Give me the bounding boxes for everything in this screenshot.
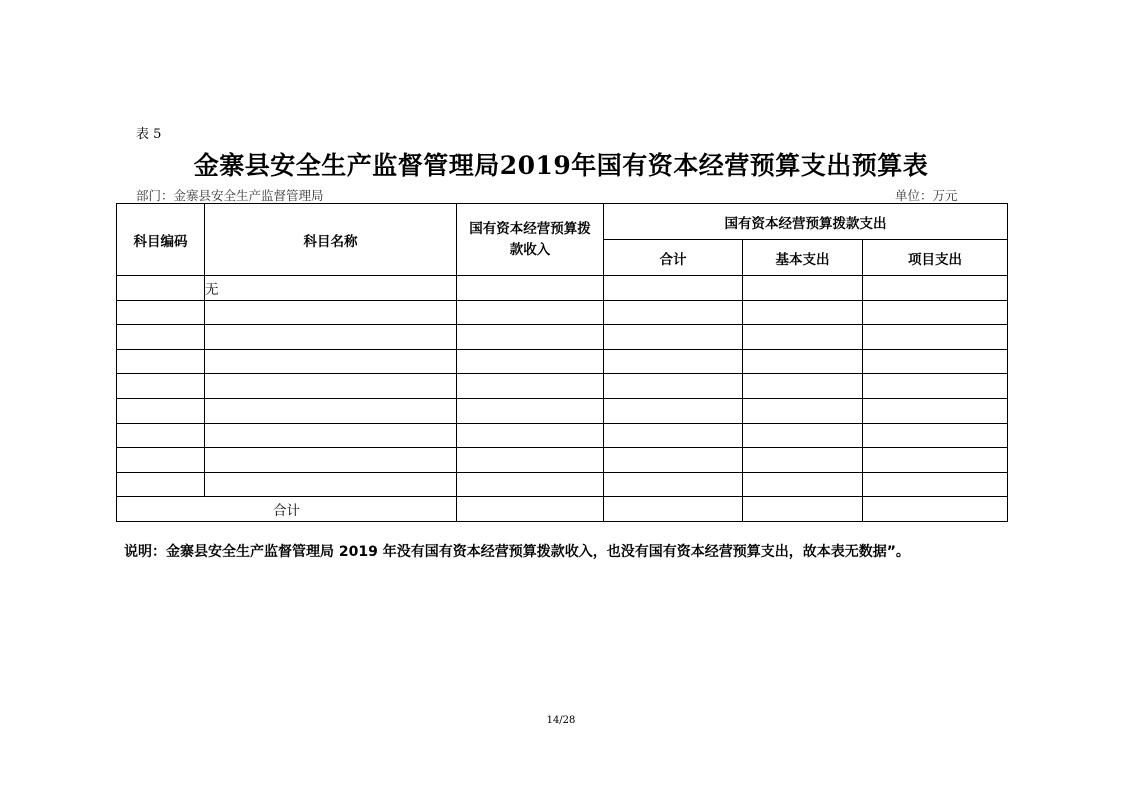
table-row (117, 448, 1008, 473)
cell-basic (743, 276, 863, 301)
table-number: 表 5 (136, 127, 162, 142)
cell-basic (743, 423, 863, 448)
cell-basic (743, 300, 863, 325)
cell-name (205, 374, 457, 399)
cell-basic (743, 349, 863, 374)
cell-basic (743, 472, 863, 497)
cell-code (117, 398, 205, 423)
cell-name (205, 398, 457, 423)
table-row (117, 300, 1008, 325)
cell-income (457, 472, 604, 497)
table-row (117, 374, 1008, 399)
cell-project (863, 398, 1008, 423)
cell-code (117, 349, 205, 374)
cell-code (117, 325, 205, 350)
cell-income (457, 423, 604, 448)
cell-project (863, 448, 1008, 473)
cell-project (863, 423, 1008, 448)
cell-total (604, 300, 743, 325)
cell-project (863, 472, 1008, 497)
cell-income (457, 374, 604, 399)
table-row (117, 325, 1008, 350)
cell-name (205, 349, 457, 374)
table-row (117, 423, 1008, 448)
cell-code (117, 300, 205, 325)
cell-basic (743, 398, 863, 423)
cell-income (457, 398, 604, 423)
department-label: 部门：金寨县安全生产监督管理局 (136, 188, 324, 203)
header-project: 项目支出 (863, 240, 1008, 276)
cell-name (205, 325, 457, 350)
header-expense-group: 国有资本经营预算拨款支出 (604, 204, 1008, 240)
cell-basic (743, 374, 863, 399)
header-subject-code: 科目编码 (117, 204, 205, 276)
cell-total (604, 423, 743, 448)
cell-name (205, 472, 457, 497)
cell-basic (743, 325, 863, 350)
cell-code (117, 276, 205, 301)
page-title: 金寨县安全生产监督管理局2019年国有资本经营预算支出预算表 (193, 151, 929, 180)
total-basic (743, 497, 863, 522)
cell-income (457, 325, 604, 350)
cell-project (863, 300, 1008, 325)
cell-project (863, 374, 1008, 399)
cell-total (604, 349, 743, 374)
cell-income (457, 300, 604, 325)
cell-project (863, 349, 1008, 374)
cell-total (604, 276, 743, 301)
header-total: 合计 (604, 240, 743, 276)
table-row (117, 349, 1008, 374)
explanation-note: 说明：金寨县安全生产监督管理局 2019 年没有国有资本经营预算拨款收入，也没有国有资本经营预算支出，故本表无数据”。 (124, 544, 910, 560)
header-income: 国有资本经营预算拨款收入 (457, 204, 604, 276)
cell-project (863, 276, 1008, 301)
cell-project (863, 325, 1008, 350)
cell-name (205, 423, 457, 448)
total-income (457, 497, 604, 522)
table-row (117, 276, 1008, 301)
cell-income (457, 349, 604, 374)
total-label: 合计 (117, 497, 457, 522)
cell-basic (743, 448, 863, 473)
cell-income (457, 448, 604, 473)
table-row (117, 472, 1008, 497)
cell-code (117, 472, 205, 497)
table-row (117, 398, 1008, 423)
budget-table (116, 203, 1008, 522)
cell-total (604, 448, 743, 473)
header-subject-name: 科目名称 (205, 204, 457, 276)
cell-name (205, 448, 457, 473)
unit-label: 单位：万元 (895, 188, 958, 203)
header-basic: 基本支出 (743, 240, 863, 276)
total-total (604, 497, 743, 522)
cell-total (604, 398, 743, 423)
cell-name (205, 300, 457, 325)
cell-code (117, 423, 205, 448)
cell-total (604, 325, 743, 350)
cell-total (604, 374, 743, 399)
total-project (863, 497, 1008, 522)
cell-total (604, 472, 743, 497)
page-number: 14/28 (546, 715, 576, 726)
cell-code (117, 374, 205, 399)
cell-income (457, 276, 604, 301)
cell-name: 无 (205, 276, 457, 301)
total-row (117, 497, 1008, 522)
cell-code (117, 448, 205, 473)
